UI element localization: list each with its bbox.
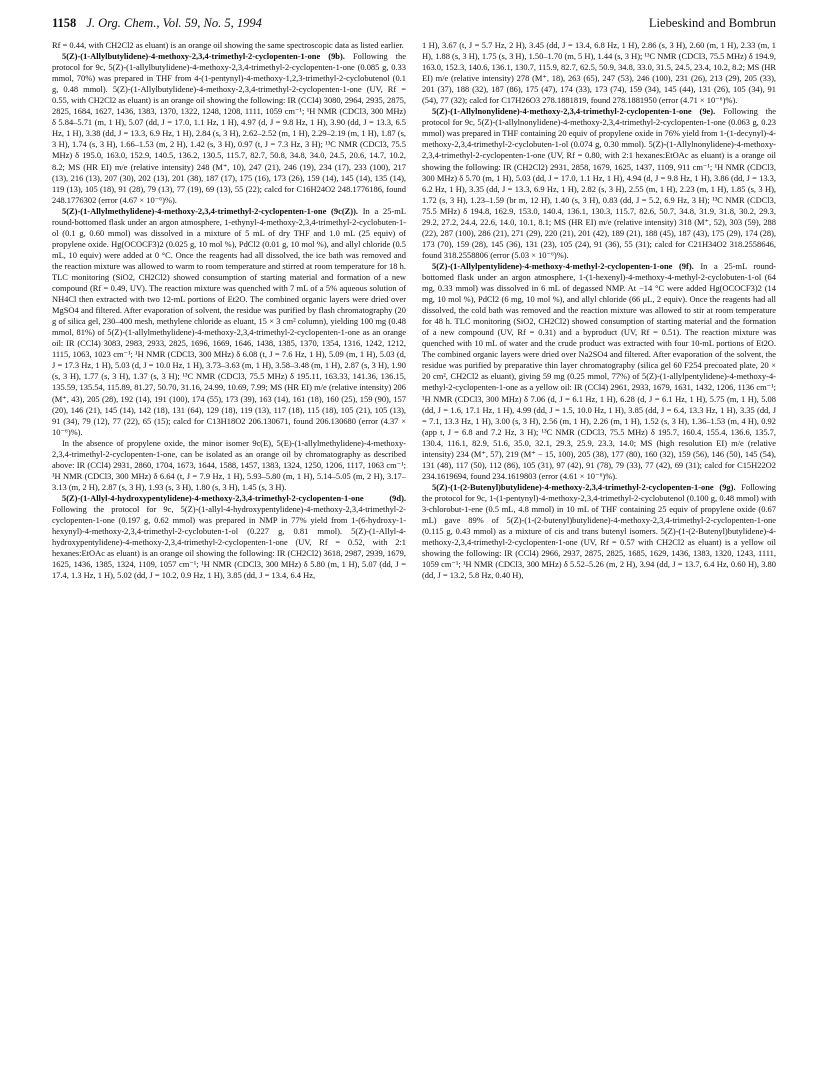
paragraph-text: Following the protocol for 9c, 5(Z)-(1-allylbutylidene)-4-methoxy-2,3,4-trimethyl-2-cyclopenten-1-one (0.085 g, 0.33 mmol, 70%) was prepared in THF from 4-(1-pentynyl)-4-methoxy-1,2,3-trimethyl-2-cyclobutenol (0.1 g, 0.48 mmol). 5(Z)-(1-Allylbutylidene)-4-methoxy-2,3,4-trimethyl-2-cyclopenten-1-one (UV, Rf = 0.55, with CH2Cl2 as eluant) is an orange oil showing the following: IR (CCl4) 3080, 2964, 2935, 2875, 2825, 1684, 1627, 1436, 1383, 1370, 1322, 1248, 1208, 1111, 1059 cm⁻¹; ¹H NMR (CDCl3, 300 MHz) δ 5.84–5.71 (m, 1 H), 5.07 (dd, J = 17.0, 1.1 Hz, 1 H), 4.97 (d, J = 9.8 Hz, 1 H), 3.90 (dd, J = 13.3, 6.5 Hz, 1 H), 3.38 (dd, J = 13.3, 6.9 Hz, 1 H), 2.84 (s, 3 H), 2.62–2.52 (m, 1 H), 2.29–2.19 (m, 1 H), 1.87 (s, 3 H), 1.74 (s, 3 H), 1.66–1.53 (m, 2 H), 1.42 (s, 3 H), 0.97 (t, J = 7.3 Hz, 3 H); ¹³C NMR (CDCl3, 75.5 MHz) δ 195.0, 163.0, 152.9, 140.5, 136.2, 130.5, 115.7, 82.7, 50.8, 34.8, 34.0, 24.5, 20.6, 14.7, 10.2, 8.2; MS (HR EI) m/e (relative intensity) 248 (M⁺, 10), 247 (21), 246 (19), 234 (17), 233 (100), 217 (13), 216 (13), 207 (30), 202 (13), 201 (38), 187 (17), 175 (16), 173 (26), 159 (14), 145 (14), 135 (14), 119 (13), 105 (18), 91 (28), 79 (13), 77 (19), 69 (13), 55 (22); calcd for C16H24O2 248.1776186, found 248.1776302 (error (4.67 × 10⁻⁶)%). [52,51,406,205]
paragraph [52,206,406,438]
compound-title: 5(Z)-(1-Allylpentylidene)-4-methoxy-4-methyl-2-cyclopenten-1-one (9f). [432,260,694,271]
paragraph-text: Rf = 0.44, with CH2Cl2 as eluant) is an orange oil showing the same spectroscopic data as listed earlier. [52,40,404,50]
paragraph [422,482,776,581]
right-column [422,40,776,1050]
compound-title: 5(Z)-(1-Allylnonylidene)-4-methoxy-2,3,4-trimethyl-2-cyclopenten-1-one (9e). [432,106,716,117]
running-header [52,16,776,32]
paragraph-text: In a 25-mL round-bottomed flask under an argon atmosphere, 1-(1-hexenyl)-4-methoxy-4-methyl-2-cyclobuten-1-ol (64 mg, 0.33 mmol) was dissolved in 6 mL of degassed NMP. At −14 °C were added Hg(OCOCF3)2 (14 mg, 10 mol %), PdCl2 (6 mg, 10 mol %), and allyl chloride (66 μL, 2 equiv). Once the reagents had all dissolved, the cold bath was removed and the reaction mixture was allowed to stir at room temperature for 48 h. TLC monitoring (SiO2, CH2Cl2) showed consumption of starting material and the formation of a new compound (UV, Rf = 0.31) and a byproduct (UV, Rf = 0.51). The reaction mixture was quenched with 10 mL of water and the crude product was extracted with four 10-mL portions of Et2O. The combined organic layers were dried over Na2SO4 and filtered. After evaporation of the solvent, the residue was purified by preparative thin layer chromatography (silica gel 60 F254 precoated plate, 20 × 20 cm², CH2Cl2 as eluant), giving 59 mg (0.25 mmol, 77%) of 5(Z)-(1-allylpentylidene)-4-methoxy-4-methyl-2-cyclopenten-1-one as a yellow oil: IR (CCl4) 2961, 2933, 1679, 1631, 1432, 1206, 1136 cm⁻¹; ¹H NMR (CDCl3, 300 MHz) δ 7.06 (d, J = 6.1 Hz, 1 H), 6.28 (d, J = 6.1 Hz, 1 H), 5.75 (m, 1 H), 5.08 (dd, J = 1.6, 17.1 Hz, 1 H), 4.99 (dd, J = 1.5, 10.0 Hz, 1 H), 3.85 (dd, J = 6.4, 13.3 Hz, 1 H), 3.35 (dd, J = 7.1, 13.3 Hz, 1 H), 3.00 (s, 3 H), 2.56 (m, 1 H), 2.26 (m, 1 H), 1.52 (s, 3 H), 1.36–1.53 (m, 4 H), 0.92 (app t, J = 6.8 and 7.2 Hz, 3 H); ¹³C NMR (CDCl3, 75.5 MHz) δ 195.7, 160.4, 155.4, 136.6, 135.7, 130.4, 116.1, 82.9, 51.6, 35.0, 32.1, 29.3, 25.9, 23.3, 14.0; MS (high resolution EI) m/e (relative intensity) 234 (M⁺, 57), 219 (M⁺ − 15, 100), 205 (38), 177 (80), 160 (32), 159 (56), 146 (50), 145 (54), 131 (48), 117 (50), 112 (86), 105 (31), 97 (42), 91 (78), 79 (33), 77 (42), 69 (31); calcd for C15H22O2 234.1619694, found 234.1619803 (error (4.61 × 10⁻⁶)%). [422,260,776,481]
paragraph-text: 1 H), 3.67 (t, J = 5.7 Hz, 2 H), 3.45 (dd, J = 13.4, 6.8 Hz, 1 H), 2.86 (s, 3 H), 2.60 (m, 1 H), 2.33 (m, 1 H), 1.88 (s, 3 H), 1.75 (s, 3 H), 1.50–1.70 (m, 5 H), 1.44 (s, 3 H); ¹³C NMR (CDCl3, 75.5 MHz) δ 194.9, 163.0, 152.3, 140.6, 136.1, 130.7, 115.9, 82.7, 62.5, 50.9, 34.8, 33.0, 31.5, 24.5, 23.4, 10.2, 8.2; MS (HR EI) m/e (relative intensity) 278 (M⁺, 18), 263 (65), 247 (53), 246 (100), 231 (26), 213 (29), 205 (33), 201 (37), 188 (32), 187 (86), 175 (47), 174 (33), 173 (74), 159 (34), 145 (44), 131 (26), 105 (34), 91 (54), 77 (32); calcd for C17H26O3 278.1881819, found 278.1881950 (error (4.71 × 10⁻⁶)%). [422,40,776,106]
paragraph [52,51,406,206]
compound-title: 5(Z)-(1-Allylbutylidene)-4-methoxy-2,3,4-trimethyl-2-cyclopenten-1-one (9b). [62,51,345,62]
paragraph-text: In the absence of propylene oxide, the minor isomer 9c(E), 5(E)-(1-allylmethylidene)-4-methoxy-2,3,4-trimethyl-2-cyclopenten-1-one, can be isolated as an orange oil by chromatography as described above: IR (CCl4) 2931, 2860, 1704, 1673, 1644, 1588, 1457, 1383, 1324, 1250, 1206, 1117, 1063 cm⁻¹; ¹H NMR (CDCl3, 300 MHz) δ 6.64 (t, J = 7.9 Hz, 1 H), 5.93–5.80 (m, 1 H), 5.14–5.05 (m, 2 H), 3.17–3.13 (m, 2 H), 2.87 (s, 3 H), 1.93 (s, 3 H), 1.80 (s, 3 H), 1.45 (s, 3 H). [52,437,406,492]
paragraph-text: Following the protocol for 9c, 5(Z)-(1-allylnonylidene)-4-methoxy-2,3,4-trimethyl-2-cyclopenten-1-one (0.063 g, 0.23 mmol) was prepared in THF containing 20 equiv of propylene oxide in 76% yield from 1-(1-decynyl)-4-methoxy-2,3,4-trimethyl-2-cyclobuten-1-ol (0.074 g, 0.30 mmol). 5(Z)-(1-Allylnonylidene)-4-methoxy-2,3,4-trimethyl-2-cyclopenten-1-one (UV, Rf = 0.80, with 2:1 hexanes:EtOAc as eluant) is a orange oil showing the following: IR (CH2Cl2) 2931, 2858, 1679, 1625, 1437, 1109, 911 cm⁻¹; ¹H NMR (CDCl3, 300 MHz) δ 5.70 (m, 1 H), 5.03 (dd, J = 17.0, 1.1 Hz, 1 H), 4.94 (d, J = 9.8 Hz, 1 H), 3.86 (dd, J = 13.3, 6.2 Hz, 1 H), 3.35 (dd, J = 13.3, 6.9 Hz, 1 H), 2.82 (s, 3 H), 2.55 (m, 1 H), 2.23 (m, 1 H), 1.85 (s, 3 H), 1.72 (s, 3 H), 1.23–1.59 (br m, 12 H), 1.40 (s, 3 H), 0.83 (dd, J = 5.2, 6.9 Hz, 3 H); ¹³C NMR (CDCl3, 75.5 MHz) δ 194.8, 162.9, 153.0, 140.4, 136.1, 130.3, 115.7, 82.6, 50.7, 34.8, 31.9, 31.8, 30.2, 29.3, 29.2, 27.2, 24.4, 22.6, 14.0, 10.1, 8.1; MS (HR EI) m/e (relative intensity) 318 (M⁺, 52), 303 (59), 288 (22), 287 (100), 286 (21), 271 (29), 220 (21), 201 (42), 189 (21), 188 (45), 187 (43), 175 (29), 174 (28), 173 (70), 159 (28), 145 (36), 131 (23), 105 (24), 91 (36), 55 (31); calcd for C21H34O2 318.2558646, found 318.2558806 (error (5.03 × 10⁻⁶)%). [422,106,776,260]
paragraph [52,438,406,493]
paragraph [422,106,776,261]
left-column [52,40,406,1050]
page-number: 1158 [52,16,77,30]
compound-title: 5(Z)-(1-Allylmethylidene)-4-methoxy-2,3,4-trimethyl-2-cyclopenten-1-one (9c(Z)). [62,205,358,216]
paragraph [52,493,406,581]
paragraph [422,40,776,106]
compound-title: 5(Z)-(1-Allyl-4-hydroxypentylidene)-4-methoxy-2,3,4-trimethyl-2-cyclopenten-1-one (9d). [62,492,406,503]
compound-title: 5(Z)-(1-(2-Butenyl)butylidene)-4-methoxy-2,3,4-trimethyl-2-cyclopenten-1-one (9g). [432,481,736,492]
paragraph-text: In a 25-mL round-bottomed flask under an argon atmosphere, 1-ethynyl-4-methoxy-2,3,4-trimethyl-2-cyclobuten-1-ol (0.1 g, 0.60 mmol) was dissolved in a mixture of 5 mL of dry THF and 1.0 mL (25 equiv) of propylene oxide. Hg(OCOCF3)2 (0.025 g, 10 mol %), PdCl2 (0.01 g, 10 mol %), and allyl chloride (0.5 mL, 10 equiv) were added at 0 °C. Once the reagents had all dissolved, the ice bath was removed and the reaction mixture was allowed to warm to room temperature and stirred at room temperature for 18 h. TLC monitoring (SiO2, CH2Cl2) showed consumption of starting material and formation of a new compound (Rf = 0.49, UV). The reaction mixture was quenched with 7 mL of a 5% aqueous solution of NH4Cl then extracted with two 12-mL portions of Et2O. The combined organic layers were dried over MgSO4 and filtered. After evaporation of solvent, the residue was purified by flash chromatography (20 g of silica gel, 230–400 mesh, methylene chloride as eluant, 15 × 3 cm² column), yielding 100 mg (0.48 mmol, 81%) of 5(Z)-(1-allylmethylidene)-4-methoxy-2,3,4-trimethyl-2-cyclopenten-1-one as an orange oil: IR (CCl4) 3083, 2983, 2933, 2825, 1696, 1669, 1646, 1438, 1385, 1370, 1354, 1316, 1242, 1212, 1115, 1063, 1023 cm⁻¹; ¹H NMR (CDCl3, 300 MHz) δ 6.08 (t, J = 7.6 Hz, 1 H), 5.09 (m, 1 H), 5.03 (d, J = 17.3 Hz, 1 H), 5.03 (d, J = 10.0 Hz, 1 H), 3.73–3.63 (m, 1 H), 3.58–3.48 (m, 1 H), 2.87 (s, 3 H), 1.90 (s, 3 H), 1.77 (s, 3 H), 1.37 (s, 3 H); ¹³C NMR (CDCl3, 75.5 MHz) δ 195.11, 163.33, 141.36, 136.15, 135.59, 135.54, 115.89, 81.27, 50.70, 31.16, 24.99, 10.69, 7.99; MS (HR EI) m/e (relative intensity) 206 (M⁺, 43), 205 (28), 192 (14), 191 (100), 174 (55), 173 (39), 163 (14), 161 (18), 160 (25), 159 (90), 157 (20), 146 (21), 145 (14), 142 (18), 131 (64), 129 (18), 119 (13), 117 (18), 115 (18), 105 (21), 105 (13), 91 (34), 79 (12), 77 (22), 65 (15); calcd for C13H18O2 206.130671, found 206.130680 (error (4.37 × 10⁻⁶)%). [52,205,406,437]
paragraph-text: Following the protocol for 9c, 1-(1-pentynyl)-4-methoxy-2,3,4-trimethyl-2-cyclobutenol (0.100 g, 0.48 mmol) with 3-chlorobut-1-ene (0.5 mL, 4.8 mmol) in 10 mL of THF containing 25 equiv of propylene oxide (0.67 mL) gave 89% of 5(Z)-(1-(2-butenyl)butylidene)-4-methoxy-2,3,4-trimethyl-2-cyclopenten-1-one (0.115 g, 0.43 mmol) as a mixture of cis and trans butenyl isomers. 5(Z)-(1-(2-Butenyl)butylidene)-4-methoxy-2,3,4-trimethyl-2-cyclopenten-1-one (UV, Rf = 0.57 with CH2Cl2 as eluant) is a yellow oil showing the following: IR (CCl4) 2966, 2937, 2875, 2825, 1685, 1629, 1436, 1383, 1320, 1243, 1111, 1059 cm⁻¹; ¹H NMR (CDCl3, 300 MHz) δ 5.52–5.26 (m, 2 H), 3.94 (dd, J = 13.7, 6.4 Hz, 0.60 H), 3.80 (dd, J = 13.2, 5.8 Hz, 0.40 H), [422,481,776,581]
paragraph [52,40,406,51]
paragraph [422,261,776,482]
journal-citation: J. Org. Chem., Vol. 59, No. 5, 1994 [86,16,262,30]
running-authors: Liebeskind and Bombrun [648,16,776,30]
paragraph-text: Following the protocol for 9c, 5(Z)-(1-allyl-4-hydroxypentylidene)-4-methoxy-2,3,4-trimethyl-2-cyclopenten-1-one (0.197 g, 0.62 mmol) was prepared in NMP in 77% yield from 1-(6-hydroxy-1-hexynyl)-4-methoxy-2,3,4-trimethyl-2-cyclobuten-1-ol (0.227 g, 0.81 mmol). 5(Z)-(1-Allyl-4-hydroxypentylidene)-4-methoxy-2,3,4-trimethyl-2-cyclopenten-1-one (UV, Rf = 0.52, with 2:1 hexanes:EtOAc as eluant) is an orange oil showing the following: IR (CH2Cl2) 3618, 2987, 2939, 1679, 1625, 1436, 1385, 1324, 1109, 1057 cm⁻¹; ¹H NMR (CDCl3, 300 MHz) δ 5.80 (m, 1 H), 5.07 (dd, J = 17.4, 1.3 Hz, 1 H), 5.02 (dd, J = 10.2, 0.9 Hz, 1 H), 3.85 (dd, J = 13.4, 6.4 Hz, [52,503,406,581]
